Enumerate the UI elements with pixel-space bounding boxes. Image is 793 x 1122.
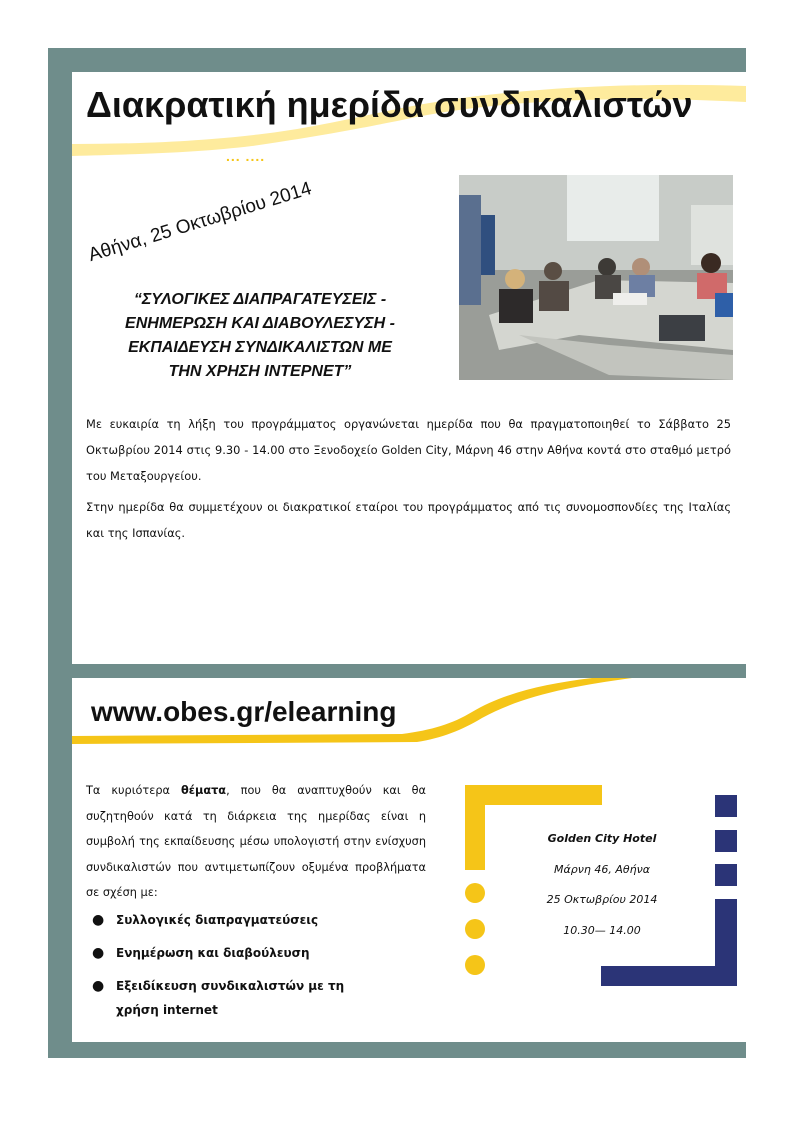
yellow-dot xyxy=(465,883,485,903)
bullet-icon: ● xyxy=(92,978,105,994)
yellow-corner-left xyxy=(465,785,485,870)
headline-line: ΤΗΝ ΧΡΗΣΗ ΙΝΤΕΡΝΕΤ” xyxy=(168,363,352,380)
topics-intro xyxy=(86,778,426,906)
list-item-text: Συλλογικές διαπραγματεύσεις xyxy=(116,913,319,927)
navy-square xyxy=(715,830,737,852)
partners-paragraph: Στην ημερίδα θα συμμετέχουν οι διακρατικοί εταίροι του προγράμματος από τις συνομοσπονδίες της Ιταλίας και της Ισπανίας. xyxy=(86,500,731,540)
navy-corner-bottom xyxy=(601,966,737,986)
event-date-rotated: Αθήνα, 25 Οκτωβρίου 2014 xyxy=(86,178,315,267)
yellow-dot xyxy=(465,955,485,975)
headline-line: ΕΚΠΑΙΔΕΥΣΗ ΣΥΝΔΙΚΑΛΙΣΤΩΝ ΜΕ xyxy=(128,339,392,356)
left-frame-bottom xyxy=(48,664,72,1058)
announcement-paragraph: Με ευκαιρία τη λήξη του προγράμματος οργανώνεται ημερίδα που θα πραγματοποιηθεί το Σάββατο 25 Οκτωβρίου 2014 στις 9.30 - 14.00 στο Ξενοδοχείο Golden City, Μάρνη 46 στην Αθήνα κοντά στο σταθμό μετρό του Μεταξουργείου. xyxy=(86,417,731,483)
list-item-text: Εξειδίκευση συνδικαλιστών με τη χρήση internet xyxy=(116,979,345,1017)
navy-square xyxy=(715,795,737,817)
website-url[interactable]: www.obes.gr/elearning xyxy=(91,696,397,727)
page-title: Διακρατική ημερίδα συνδικαλιστών xyxy=(86,84,693,125)
hotel-address: Μάρνη 46, Αθήνα xyxy=(554,862,650,876)
top-frame xyxy=(48,48,746,72)
list-item xyxy=(86,908,386,932)
hotel-name-text: Golden City Hotel xyxy=(547,832,657,845)
event-date: 25 Οκτωβρίου 2014 xyxy=(546,893,658,906)
yellow-dot xyxy=(465,919,485,939)
intro-text-bold: θέματα xyxy=(180,784,227,797)
bullet-icon: ● xyxy=(92,912,105,928)
decorative-dots: ... .... xyxy=(226,148,266,164)
navy-square xyxy=(715,864,737,886)
event-headline xyxy=(100,288,420,384)
left-frame-top xyxy=(48,48,72,678)
meeting-photo xyxy=(459,175,733,380)
list-item xyxy=(86,974,386,1022)
intro-text-end: , που θα αναπτυχθούν και θα συζητηθούν κατά τη διάρκεια της ημερίδας είναι η συμβολή της εκπαίδευσης μέσω υπολογιστή στην ενίσχυση συνδικαλιστών που αντιμετωπίζουν οξυμένα προβλήματα σε σχέση με: xyxy=(86,784,427,899)
intro-text-start: Τα κυριότερα xyxy=(86,784,181,797)
headline-line: ΕΝΗΜΕΡΩΣΗ ΚΑΙ ΔΙΑΒΟΥΛΕΣΥΣΗ - xyxy=(125,315,395,332)
headline-line: “ΣΥΛΟΓΙΚΕΣ ΔΙΑΠΡΑΓΑΤΕΥΣΕΙΣ - xyxy=(133,291,387,308)
bottom-frame xyxy=(48,1042,746,1058)
event-time: 10.30— 14.00 xyxy=(563,923,641,937)
list-item xyxy=(86,941,386,965)
yellow-corner-top xyxy=(465,785,602,805)
middle-frame xyxy=(48,664,746,678)
hotel-name xyxy=(512,832,692,863)
topics-list xyxy=(86,908,386,1031)
list-item-text: Ενημέρωση και διαβούλευση xyxy=(116,946,310,960)
event-info xyxy=(512,832,692,954)
bullet-icon: ● xyxy=(92,945,105,961)
